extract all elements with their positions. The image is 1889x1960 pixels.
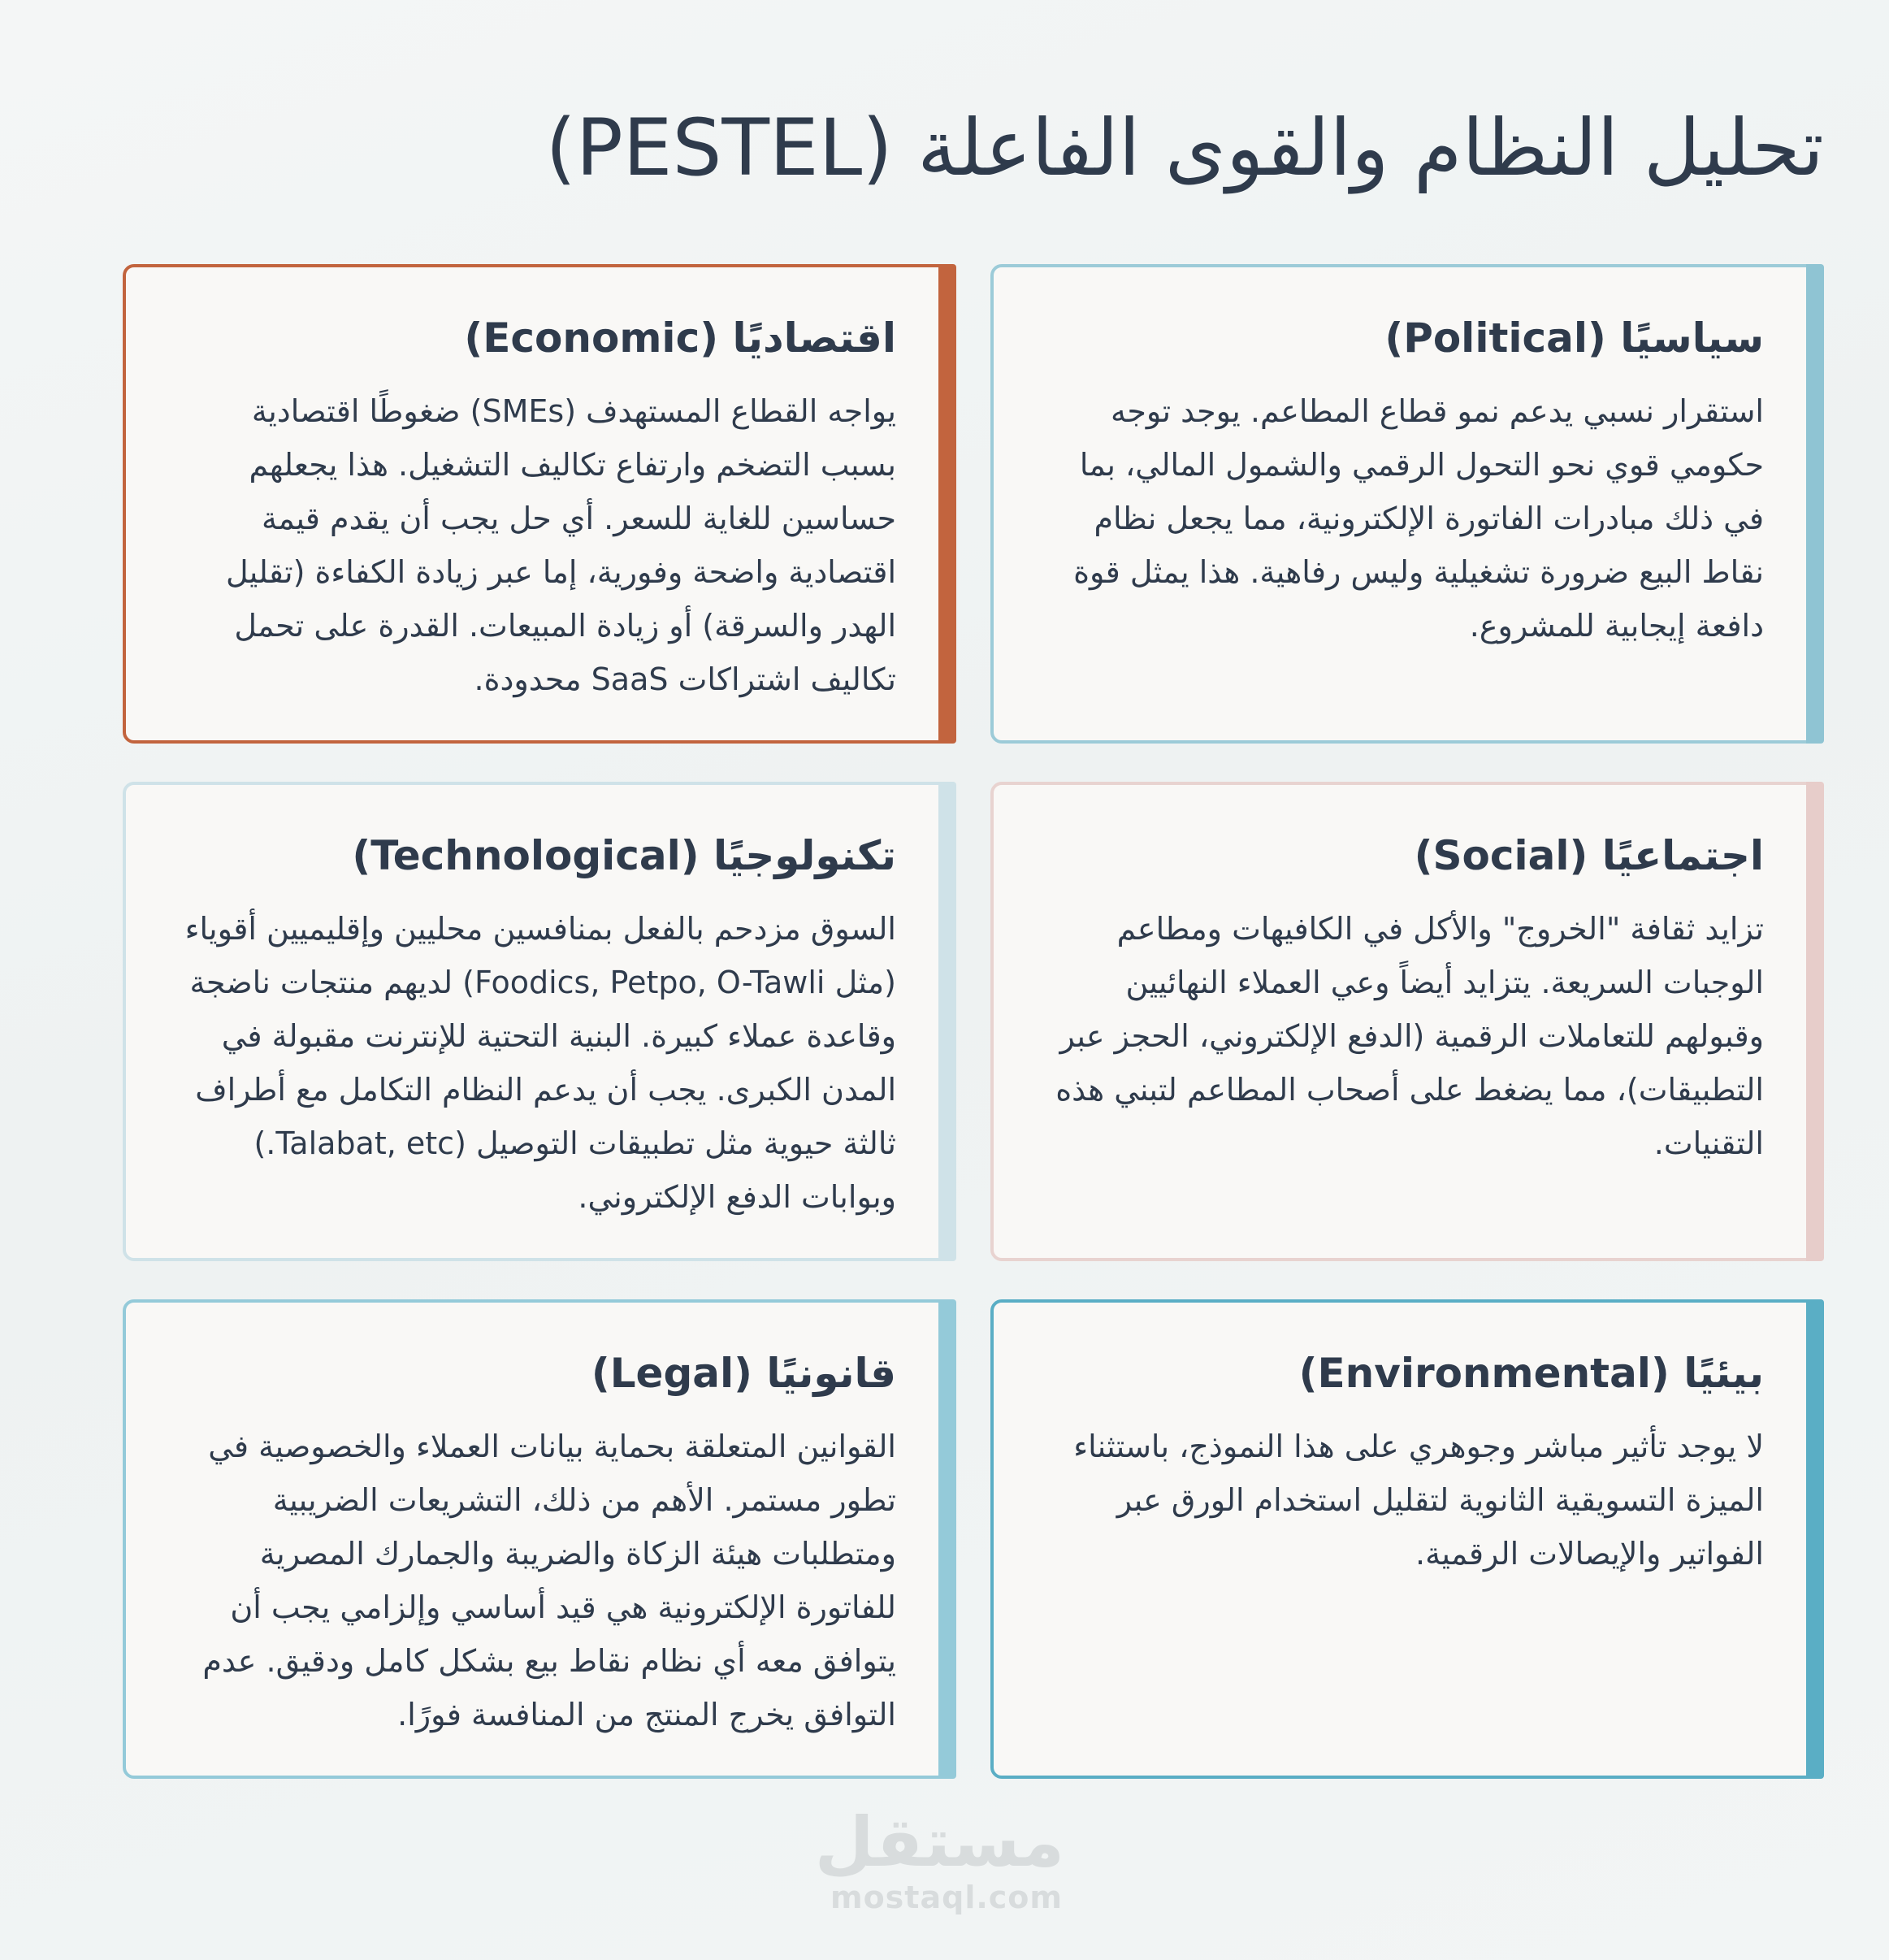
card-environmental <box>990 1299 1824 1779</box>
watermark-logo: مستقل <box>814 1802 1064 1882</box>
card-social <box>990 782 1824 1261</box>
card-political-title: سياسيًا (Political) <box>1384 314 1764 362</box>
card-technological <box>123 782 956 1261</box>
card-economic-title: اقتصاديًا (Economic) <box>464 314 896 362</box>
card-technological-body: السوق مزدحم بالفعل بمنافسين محليين وإقليميين أقوياء (مثل Foodics, Petpo, O-Tawli) لديهم منتجات ناضجة وقاعدة عملاء كبيرة. البنية التحتية للإنترنت مقبولة في المدن الكبرى. يجب أن يدعم النظام التكامل مع أطراف ثالثة حيوية مثل تطبيقات التوصيل (Talabat, etc.) وبوابات الدفع الإلكتروني. <box>184 911 896 1215</box>
card-legal <box>123 1299 956 1779</box>
card-technological-title: تكنولوجيًا (Technological) <box>352 832 896 879</box>
card-legal-body: القوانين المتعلقة بحماية بيانات العملاء والخصوصية في تطور مستمر. الأهم من ذلك، التشريعات الضريبية ومتطلبات هيئة الزكاة والضريبة والجمارك المصرية للفاتورة الإلكترونية هي قيد أساسي وإلزامي يجب أن يتوافق معه أي نظام نقاط بيع بشكل كامل ودقيق. عدم التوافق يخرج المنتج من المنافسة فورًا. <box>202 1429 896 1732</box>
card-economic <box>123 264 956 744</box>
card-environmental-title: بيئيًا (Environmental) <box>1298 1350 1764 1397</box>
watermark-url: mostaql.com <box>830 1880 1064 1915</box>
mostaql-watermark <box>814 1802 1064 1915</box>
card-political <box>990 264 1824 744</box>
card-economic-body: يواجه القطاع المستهدف (SMEs) ضغوطًا اقتصادية بسبب التضخم وارتفاع تكاليف التشغيل. هذا يجعلهم حساسين للغاية للسعر. أي حل يجب أن يقدم قيمة اقتصادية واضحة وفورية، إما عبر زيادة الكفاءة (تقليل الهدر والسرقة) أو زيادة المبيعات. القدرة على تحمل تكاليف اشتراكات SaaS محدودة. <box>225 393 896 697</box>
card-environmental-body: لا يوجد تأثير مباشر وجوهري على هذا النموذج، باستثناء الميزة التسويقية الثانوية لتقليل استخدام الورق عبر الفواتير والإيصالات الرقمية. <box>1073 1429 1764 1572</box>
card-political-body: استقرار نسبي يدعم نمو قطاع المطاعم. يوجد توجه حكومي قوي نحو التحول الرقمي والشمول المالي، بما في ذلك مبادرات الفاتورة الإلكترونية، مما يجعل نظام نقاط البيع ضرورة تشغيلية وليس رفاهية. هذا يمثل قوة دافعة إيجابية للمشروع. <box>1073 393 1764 644</box>
card-social-title: اجتماعيًا (Social) <box>1414 832 1764 879</box>
card-social-body: تزايد ثقافة "الخروج" والأكل في الكافيهات ومطاعم الوجبات السريعة. يتزايد أيضاً وعي العملاء النهائيين وقبولهم للتعاملات الرقمية (الدفع الإلكتروني، الحجز عبر التطبيقات)، مما يضغط على أصحاب المطاعم لتبني هذه التقنيات. <box>1055 911 1764 1161</box>
page-title: تحليل النظام والقوى الفاعلة (PESTEL) <box>545 102 1824 193</box>
card-legal-title: قانونيًا (Legal) <box>591 1350 896 1397</box>
